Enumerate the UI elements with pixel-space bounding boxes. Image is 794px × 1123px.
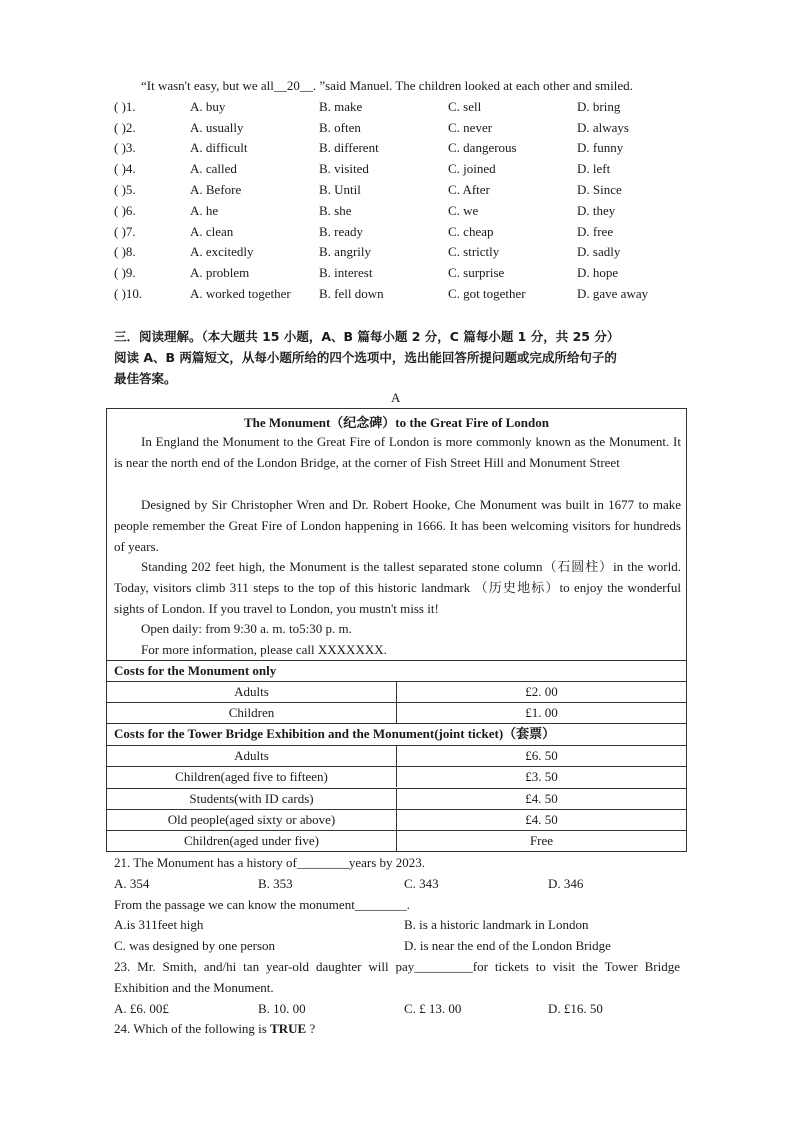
- option-a[interactable]: A. buy: [190, 99, 226, 114]
- question-24: [114, 1021, 315, 1041]
- ticket-price: £1. 00: [396, 703, 686, 723]
- q21-option-d[interactable]: D. 346: [548, 876, 584, 891]
- option-a[interactable]: A. difficult: [190, 140, 248, 155]
- article-paragraph-3: Standing 202 feet high, the Monument is the tallest separated stone column（石圆柱）in the world. Today, visitors climb 311 steps to the top of this historic landmark （历史地标）to enjoy the wonderful sights of London. If you travel to London, you mustn't miss it!: [114, 559, 681, 616]
- option-d[interactable]: D. gave away: [577, 286, 649, 301]
- question-22: From the passage we can know the monument________.: [114, 897, 411, 912]
- table-header-monument: Costs for the Monument only: [114, 663, 277, 678]
- option-a[interactable]: A. excitedly: [190, 244, 254, 259]
- question-23-cont: Exhibition and the Monument.: [114, 980, 274, 995]
- q22-option-d[interactable]: D. is near the end of the London Bridge: [404, 938, 611, 953]
- option-b[interactable]: B. different: [319, 140, 379, 155]
- q24-end: ?: [306, 1021, 316, 1036]
- option-c[interactable]: C. After: [448, 182, 490, 197]
- option-a[interactable]: A. clean: [190, 224, 234, 239]
- option-c[interactable]: C. got together: [448, 286, 526, 301]
- cloze-row: [114, 265, 714, 285]
- table-row: [107, 830, 686, 851]
- ticket-price: Free: [396, 831, 686, 851]
- q21-option-a[interactable]: A. 354: [114, 876, 150, 891]
- ticket-type: Children: [228, 705, 275, 720]
- ticket-type: Old people(aged sixty or above): [167, 812, 336, 827]
- ticket-type: Adults: [234, 684, 269, 699]
- option-b[interactable]: B. often: [319, 120, 361, 135]
- cloze-row: [114, 286, 714, 306]
- option-a[interactable]: A. worked together: [190, 286, 291, 301]
- q22-option-c[interactable]: C. was designed by one person: [114, 938, 276, 953]
- option-d[interactable]: D. bring: [577, 99, 621, 114]
- table-row: [107, 788, 686, 809]
- option-d[interactable]: D. they: [577, 203, 616, 218]
- option-a[interactable]: A. he: [190, 203, 219, 218]
- q23-option-b[interactable]: B. 10. 00: [258, 1001, 306, 1016]
- q21-option-b[interactable]: B. 353: [258, 876, 293, 891]
- option-d[interactable]: D. always: [577, 120, 629, 135]
- ticket-type: Students(with ID cards): [189, 791, 314, 806]
- q21-option-c[interactable]: C. 343: [404, 876, 439, 891]
- cloze-number[interactable]: ( )7.: [114, 224, 136, 239]
- cloze-row: [114, 120, 714, 140]
- table-row: [107, 681, 686, 702]
- cloze-row: [114, 182, 714, 202]
- option-c[interactable]: C. sell: [448, 99, 482, 114]
- q23-option-c[interactable]: C. £ 13. 00: [404, 1001, 462, 1016]
- option-b[interactable]: B. Until: [319, 182, 361, 197]
- option-b[interactable]: B. angrily: [319, 244, 371, 259]
- cloze-number[interactable]: ( )6.: [114, 203, 136, 218]
- ticket-price: £4. 50: [396, 789, 686, 809]
- option-d[interactable]: D. free: [577, 224, 614, 239]
- q23-option-a[interactable]: A. £6. 00£: [114, 1001, 169, 1016]
- option-b[interactable]: B. ready: [319, 224, 364, 239]
- option-b[interactable]: B. she: [319, 203, 352, 218]
- option-d[interactable]: D. left: [577, 161, 611, 176]
- option-c[interactable]: C. surprise: [448, 265, 505, 280]
- article-title: The Monument（纪念碑）to the Great Fire of London: [243, 415, 549, 430]
- option-a[interactable]: A. called: [190, 161, 237, 176]
- option-b[interactable]: B. fell down: [319, 286, 384, 301]
- cloze-row: [114, 244, 714, 264]
- option-a[interactable]: A. usually: [190, 120, 244, 135]
- ticket-type: Children(aged five to fifteen): [175, 769, 328, 784]
- cloze-row: [114, 203, 714, 223]
- q22-option-a[interactable]: A.is 311feet high: [114, 917, 204, 932]
- cloze-row: [114, 99, 714, 119]
- cloze-row: [114, 224, 714, 244]
- cloze-number[interactable]: ( )1.: [114, 99, 136, 114]
- option-b[interactable]: B. interest: [319, 265, 373, 280]
- option-d[interactable]: D. funny: [577, 140, 624, 155]
- ticket-price: £3. 50: [396, 767, 686, 787]
- section-instruction-cont: 最佳答案。: [114, 371, 177, 386]
- article-box: [106, 408, 687, 852]
- q24-text: 24. Which of the following is: [114, 1021, 271, 1036]
- q24-emphasis: TRUE: [270, 1021, 307, 1036]
- option-a[interactable]: A. Before: [190, 182, 242, 197]
- table-section-header: [107, 723, 686, 744]
- option-c[interactable]: C. dangerous: [448, 140, 517, 155]
- ticket-type: Children(aged under five): [183, 833, 319, 848]
- article-paragraph-2: Designed by Sir Christopher Wren and Dr. Robert Hooke, Che Monument was built in 1677 to make people remember the Great Fire of London happening in 1666. It has been welcoming visitors for hundreds of years.: [114, 497, 681, 554]
- section-instruction: 阅读 A、B 两篇短文，从每小题所给的四个选项中，选出能回答所提问题或完成所给句子的: [114, 350, 617, 365]
- option-d[interactable]: D. hope: [577, 265, 619, 280]
- cloze-number[interactable]: ( )3.: [114, 140, 136, 155]
- question-23: 23. Mr. Smith, and/hi tan year-old daughter will pay_________for tickets to visit the Tower Bridge: [114, 959, 680, 974]
- option-b[interactable]: B. visited: [319, 161, 369, 176]
- option-c[interactable]: C. joined: [448, 161, 496, 176]
- table-section-header: [107, 660, 686, 681]
- cloze-number[interactable]: ( )8.: [114, 244, 136, 259]
- ticket-price: £6. 50: [396, 746, 686, 766]
- table-row: [107, 809, 686, 830]
- ticket-type: Adults: [234, 748, 269, 763]
- option-a[interactable]: A. problem: [190, 265, 250, 280]
- intro-line: “It wasn't easy, but we all__20__. ”said Manuel. The children looked at each other and smiled.: [141, 78, 633, 93]
- cloze-number[interactable]: ( )2.: [114, 120, 136, 135]
- table-row: [107, 702, 686, 723]
- option-c[interactable]: C. we: [448, 203, 479, 218]
- option-c[interactable]: C. strictly: [448, 244, 500, 259]
- article-paragraph-1: In England the Monument to the Great Fire of London is more commonly known as the Monument. It is near the north end of the London Bridge, at the corner of Fish Street Hill and Monument Street: [114, 434, 681, 470]
- ticket-price: £2. 00: [396, 682, 686, 702]
- cloze-number[interactable]: ( )9.: [114, 265, 136, 280]
- cloze-row: [114, 161, 714, 181]
- option-b[interactable]: B. make: [319, 99, 363, 114]
- article-open-hours: Open daily: from 9:30 a. m. to5:30 p. m.: [141, 621, 352, 636]
- passage-label: A: [391, 390, 401, 405]
- q22-option-b[interactable]: B. is a historic landmark in London: [404, 917, 589, 932]
- option-c[interactable]: C. cheap: [448, 224, 494, 239]
- article-contact: For more information, please call XXXXXXX.: [141, 642, 387, 657]
- cloze-number[interactable]: ( )5.: [114, 182, 136, 197]
- cloze-row: [114, 140, 714, 160]
- section-title: 三．阅读理解。（本大题共 15 小题，A、B 篇每小题 2 分，C 篇每小题 1 分，共 25 分）: [114, 329, 620, 344]
- q23-option-d[interactable]: D. £16. 50: [548, 1001, 603, 1016]
- option-c[interactable]: C. never: [448, 120, 493, 135]
- question-21: 21. The Monument has a history of________years by 2023.: [114, 855, 425, 870]
- option-d[interactable]: D. sadly: [577, 244, 621, 259]
- table-row: [107, 766, 686, 787]
- ticket-price: £4. 50: [396, 810, 686, 830]
- table-row: [107, 745, 686, 766]
- table-header-joint: Costs for the Tower Bridge Exhibition and the Monument(joint ticket)（套票）: [114, 726, 556, 741]
- option-d[interactable]: D. Since: [577, 182, 622, 197]
- cloze-number[interactable]: ( )10.: [114, 286, 143, 301]
- cloze-number[interactable]: ( )4.: [114, 161, 136, 176]
